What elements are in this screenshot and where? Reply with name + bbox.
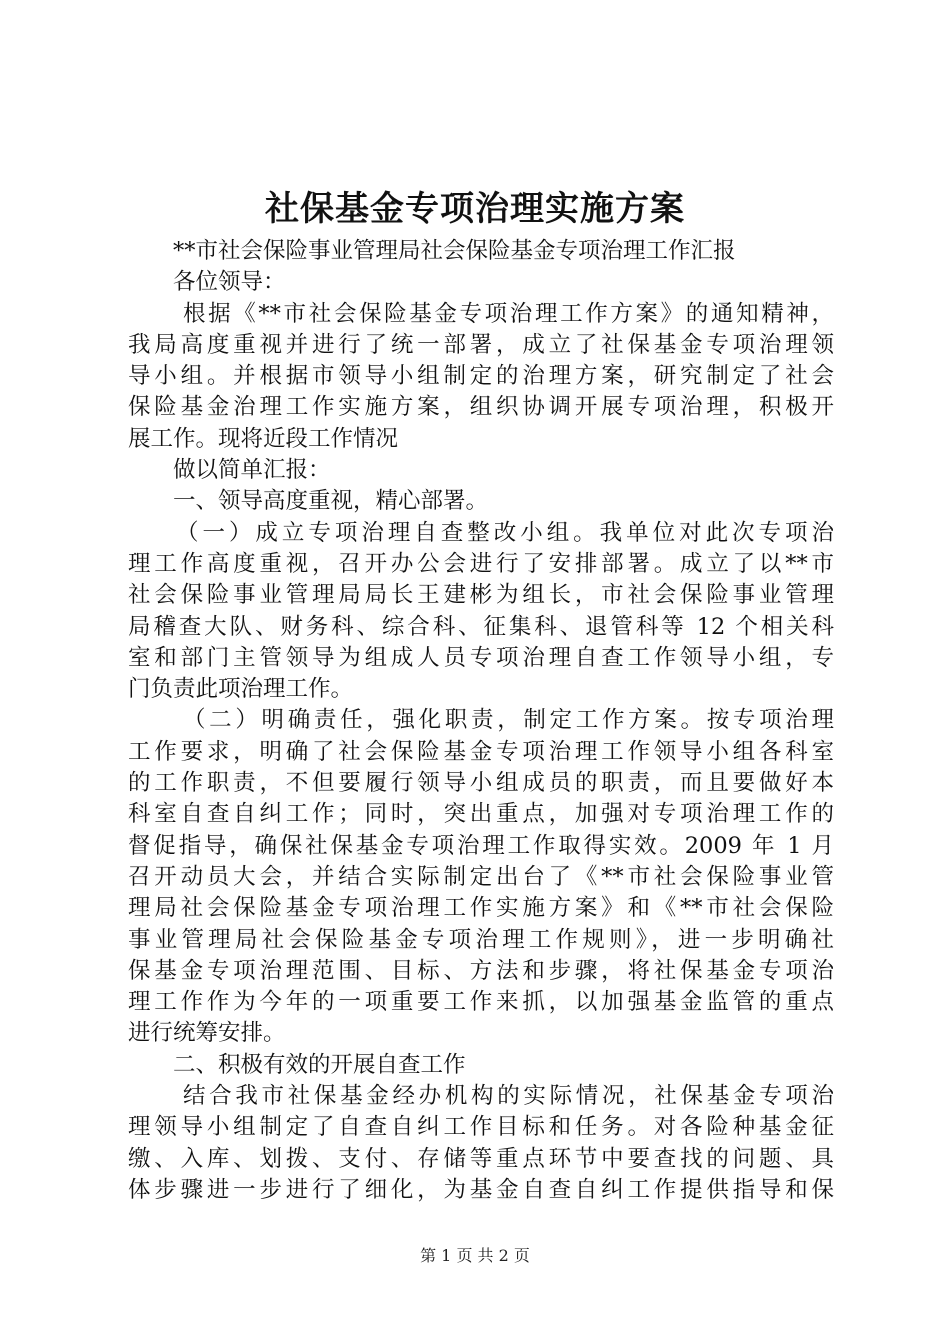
paragraph-line: 科室自查自纠工作；同时，突出重点，加强对专项治理工作的 [128, 801, 834, 828]
paragraph-line: 召开动员大会，并结合实际制定出台了《**市社会保险事业管 [128, 863, 834, 890]
report-heading-line: **市社会保险事业管理局社会保险基金专项治理工作汇报 [173, 238, 736, 264]
paragraph-line: 保险基金治理工作实施方案，组织协调开展专项治理，积极开 [128, 394, 834, 421]
paragraph-line: 理工作作为今年的一项重要工作来抓，以加强基金监管的重点 [128, 989, 834, 1016]
subsection-heading-line: （一）成立专项治理自查整改小组。我单位对此次专项治 [176, 519, 834, 546]
paragraph-line: 导小组。并根据市领导小组制定的治理方案，研究制定了社会 [128, 363, 834, 390]
paragraph-line: 工作要求，明确了社会保险基金专项治理工作领导小组各科室 [128, 738, 834, 765]
paragraph-line: 的工作职责，不但要履行领导小组成员的职责，而且要做好本 [128, 770, 834, 797]
paragraph-line: 理领导小组制定了自查自纠工作目标和任务。对各险种基金征 [128, 1114, 834, 1141]
paragraph-line: 缴、入库、划拨、支付、存储等重点环节中要查找的问题、具 [128, 1145, 834, 1172]
document-title: 社保基金专项治理实施方案 [265, 189, 685, 229]
paragraph-line: 理局社会保险基金专项治理工作实施方案》和《**市社会保险 [128, 895, 834, 922]
paragraph-line: 我局高度重视并进行了统一部署，成立了社保基金专项治理领 [128, 331, 834, 358]
paragraph-line: 做以简单汇报： [173, 457, 331, 484]
paragraph-line: 展工作。现将近段工作情况 [128, 425, 399, 452]
paragraph-line: 根据《**市社会保险基金专项治理工作方案》的通知精神， [183, 300, 834, 327]
paragraph-line: 室和部门主管领导为组成人员专项治理自查工作领导小组，专 [128, 644, 834, 671]
paragraph-line: 事业管理局社会保险基金专项治理工作规则》，进一步明确社 [128, 926, 834, 953]
paragraph-line: 结合我市社保基金经办机构的实际情况，社保基金专项治 [183, 1083, 834, 1110]
section-heading-line: 一、领导高度重视，精心部署。 [173, 488, 489, 515]
salutation-line: 各位领导： [173, 269, 286, 296]
paragraph-line: 门负责此项治理工作。 [128, 676, 354, 703]
document-body [128, 236, 834, 1206]
paragraph-line: 保基金专项治理范围、目标、方法和步骤，将社保基金专项治 [128, 957, 834, 984]
paragraph-line: 理工作高度重视，召开办公会进行了安排部署。成立了以**市 [128, 550, 834, 577]
paragraph-line: 进行统筹安排。 [128, 1020, 286, 1047]
paragraph-line: 社会保险事业管理局局长王建彬为组长，市社会保险事业管理 [128, 582, 834, 609]
subsection-heading-line: （二）明确责任，强化职责，制定工作方案。按专项治理 [183, 707, 834, 734]
paragraph-line: 体步骤进一步进行了细化，为基金自查自纠工作提供指导和保 [128, 1176, 834, 1203]
section-heading-line: 二、积极有效的开展自查工作 [173, 1051, 466, 1078]
paragraph-line: 局稽查大队、财务科、综合科、征集科、退管科等 12 个相关科 [128, 613, 834, 640]
page-footer: 第 1 页 共 2 页 [420, 1246, 530, 1265]
paragraph-line: 督促指导，确保社保基金专项治理工作取得实效。2009 年 1 月 [128, 832, 834, 859]
